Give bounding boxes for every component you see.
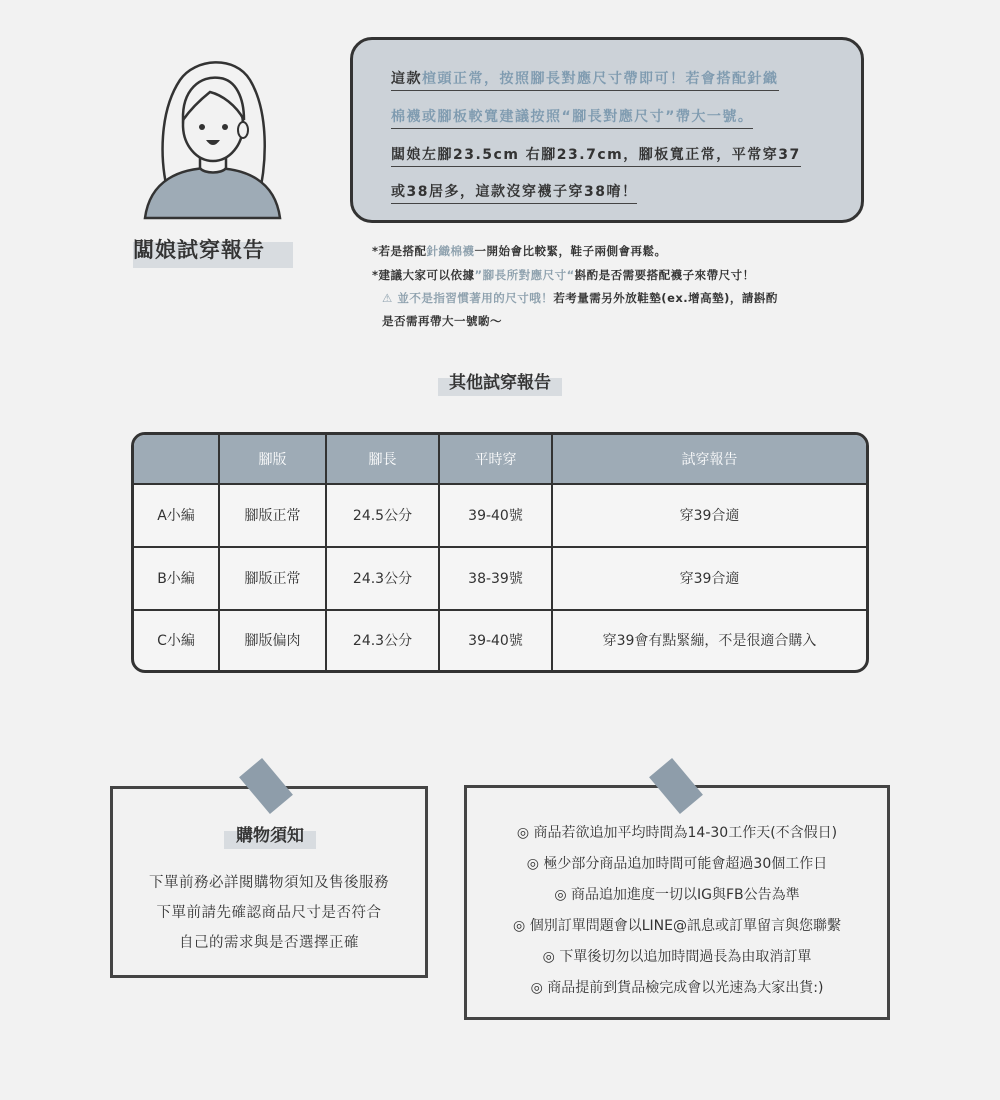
note-size-up: 是否需再帶大一號喲～ (382, 314, 502, 328)
table-cell: C小編 (134, 610, 219, 670)
shipping-info-line: ◎ 商品提前到貨品檢完成會以光速為大家出貨:) (530, 980, 824, 996)
speech-line-3: 闆娘左腳23.5cm 右腳23.7cm，腳板寬正常，平常穿37 (391, 144, 801, 167)
table-cell: 穿39會有點緊繃，不是很適合購入 (602, 633, 817, 650)
shipping-info-line: ◎ 商品若欲追加平均時間為14-30工作天(不含假日) (516, 825, 838, 841)
speech-bubble (350, 37, 864, 223)
table-header: 試穿報告 (552, 435, 866, 484)
table-cell: 24.5公分 (326, 484, 439, 547)
warning-text: ⚠ 並不是指習慣著用的尺寸哦！ (382, 291, 554, 305)
other-reports-title: 其他試穿報告 (438, 370, 562, 396)
table-cell: 穿39合適 (552, 484, 866, 547)
shipping-info-card (464, 785, 890, 1020)
speech-line-1 (391, 68, 779, 91)
table-cell: 39-40號 (439, 610, 552, 670)
table-row (134, 610, 866, 670)
purchase-notice-line: 下單前務必詳閱購物須知及售後服務 (149, 875, 389, 891)
shipping-info-line: ◎ 個別訂單問題會以LINE@訊息或訂單留言與您聯繫 (513, 918, 841, 934)
note-highlight: 針織棉襪 (426, 244, 475, 258)
table-cell: A小編 (134, 484, 219, 547)
table-cell: B小編 (134, 547, 219, 610)
speech-line-4: 或38居多，這款沒穿襪子穿38唷！ (391, 181, 637, 204)
table-header: 腳版 (219, 435, 326, 484)
table-header: 平時穿 (439, 435, 552, 484)
boss-avatar-illustration (140, 50, 285, 220)
table-header: 腳長 (326, 435, 439, 484)
table-cell: 24.3公分 (326, 547, 439, 610)
note-foot-length (372, 267, 755, 283)
note-text: 若考量需另外放鞋墊(ex.增高墊)，請斟酌 (553, 291, 778, 305)
shipping-info-line: ◎ 極少部分商品追加時間可能會超過30個工作日 (526, 856, 828, 872)
note-warning (382, 290, 778, 306)
note-highlight: ”腳長所對應尺寸“ (474, 268, 575, 282)
table-cell: 腳版正常 (219, 547, 326, 610)
boss-report-title: 闆娘試穿報告 (133, 232, 293, 268)
table-cell: 24.3公分 (326, 610, 439, 670)
table-header-row (134, 435, 866, 484)
purchase-notice-title: 購物須知 (224, 823, 316, 849)
shipping-info-line: ◎ 商品追加進度一切以IG與FB公告為準 (554, 887, 800, 903)
table-header (134, 435, 219, 484)
speech-text: 這款 (391, 71, 422, 87)
report-table (131, 432, 869, 673)
note-text: *建議大家可以依據 (372, 268, 475, 282)
table-cell: 腳版正常 (219, 484, 326, 547)
table-row (134, 547, 866, 610)
purchase-notice-card (110, 786, 428, 978)
table-cell: 38-39號 (439, 547, 552, 610)
shipping-info-line: ◎ 下單後切勿以追加時間過長為由取消訂單 (542, 949, 812, 965)
speech-line-2: 棉襪或腳板較寬建議按照“腳長對應尺寸”帶大一號。 (391, 106, 753, 129)
note-text: *若是搭配 (372, 244, 427, 258)
purchase-notice-line: 自己的需求與是否選擇正確 (179, 935, 359, 951)
table-cell: 39-40號 (439, 484, 552, 547)
table-cell: 腳版偏肉 (219, 610, 326, 670)
note-text: 斟酌是否需要搭配襪子來帶尺寸！ (574, 268, 755, 282)
table-row (134, 484, 866, 547)
note-knit-socks (372, 243, 667, 259)
note-text: 一開始會比較緊，鞋子兩側會再鬆。 (474, 244, 667, 258)
purchase-notice-line: 下單前請先確認商品尺寸是否符合 (156, 905, 382, 921)
table-cell: 穿39合適 (552, 547, 866, 610)
speech-highlight: 楦頭正常，按照腳長對應尺寸帶即可！若會搭配針織 (422, 71, 779, 87)
